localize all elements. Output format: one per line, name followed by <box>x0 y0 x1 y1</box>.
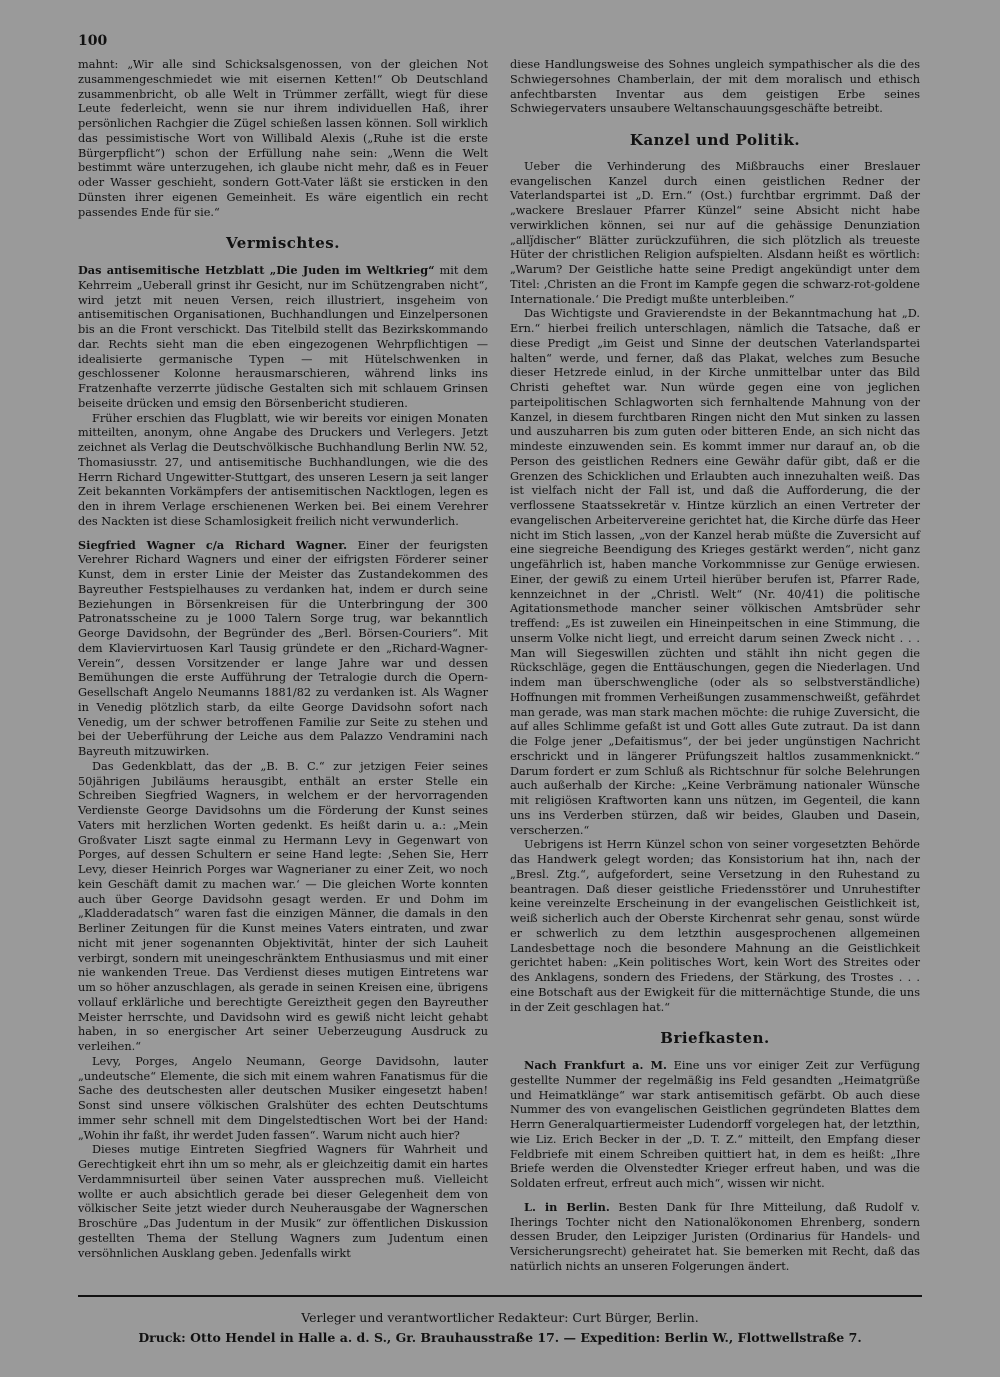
article-paragraph: Uebrigens ist Herrn Künzel schon von seiner vorgesetzten Behörde das Handwerk gelegt worden; das Konsistorium hat ihn, nach der „Bresl. Ztg.“, aufgefordert, seine Versetzung in den Ruhestand zu beantragen. Daß dieser geistliche Friedensstörer und Unruhestifter keine vereinzelte Erscheinung in der evangelischen Geistlichkeit ist, weiß sicherlich auch der Oberste Kirchenrat sehr genau, sonst würde er schwerlich zu dem letzthin ausgesprochenen allgemeinen Landesbettage noch die besondere Mahnung an die Geistlichkeit gerichtet haben: „Kein politisches Wort, kein Wort des Streites oder des Anklagens, sondern des Friedens, der Stärkung, des Trostes . . . eine Botschaft aus der Ewigkeit für die mitternächtige Stunde, die uns in der Zeit geschlagen hat.“ <box>510 838 920 1014</box>
section-title-vermischtes: Vermischtes. <box>226 234 340 253</box>
article-paragraph: Früher erschien das Flugblatt, wie wir bereits vor einigen Monaten mitteilten, anonym, ohne Angabe des Druckers und Verlegers. Jetzt zeichnet als Verlag die Deutschvölkische Buchhandlung Berlin NW. 52, Thomasiusstr. 27, und antisemitische Buchhandlungen, wie die des Herrn Richard Ungewitter-Stuttgart, des unseren Lesern ja seit langer Zeit bekannten Vorkämpfers der antisemitischen Nacktlogen, legen es den in ihrem Verlage erschienenen Werken bei. Bei einem Verehrer des Nackten ist diese Schamlosigkeit freilich nicht verwunderlich. <box>78 411 488 528</box>
letter-frankfurt <box>510 1058 920 1192</box>
imprint-printer: Druck: Otto Hendel in Halle a. d. S., Gr. Brauhausstraße 17. — Expedition: Berlin W., Flottwellstraße 7. <box>138 1330 862 1345</box>
imprint-editor: Verleger und verantwortlicher Redakteur: Curt Bürger, Berlin. <box>301 1310 699 1325</box>
article-text: Einer der feurigsten Verehrer Richard Wagners und einer der eifrigsten Förderer seiner Kunst, dem in erster Linie der Meister das Zustandekommen des Bayreuther Festspielhauses zu verdanken hat, indem er durch seine Beziehungen in Börsenkreisen für die Unterbringung der 300 Patronatsscheine zu je 1000 Talern Sorge trug, war bekanntlich George Davidsohn, der Begründer des „Berl. Börsen-Couriers“. Mit dem Klaviervirtuosen Karl Tausig gründete er den „Richard-Wagner-Verein“, dessen Vorsitzender er lange Jahre war und dessen Bemühungen die erste Aufführung der Tetralogie durch die Opern-Gesellschaft Angelo Neumanns 1881/82 zu verdanken ist. Als Wagner in Venedig plötzlich starb, da eilte George Davidsohn sofort nach Venedig, um der schwer betroffenen Familie zur Seite zu stehen und bei der Ueberführung der Leiche aus dem Palazzo Vendramini nach Bayreuth mitzuwirken. <box>78 538 488 758</box>
letter-lead: Nach Frankfurt a. M. <box>524 1058 667 1072</box>
article-siegfried-wagner <box>78 538 488 760</box>
left-column <box>78 58 488 1261</box>
letter-text: Besten Dank für Ihre Mitteilung, daß Rudolf v. Iherings Tochter nicht den Nationalökonomen Ehrenberg, sondern dessen Bruder, den Leipziger Juristen (Ordinarius für Handels- und Versicherungsrecht) geheiratet hat. Sie bemerken mit Recht, daß das natürlich nichts an unseren Folgerungen ändert. <box>510 1200 920 1273</box>
article-paragraph: Das Gedenkblatt, das der „B. B. C.“ zur jetzigen Feier seines 50jährigen Jubiläums herausgibt, enthält an erster Stelle ein Schreiben Siegfried Wagners, in welchem er der hervorragenden Verdienste George Davidsohns um die Förderung der Kunst seines Vaters mit herzlichen Worten gedenkt. Es heißt darin u. a.: „Mein Großvater Liszt sagte einmal zu Hermann Levy in Gegenwart von Porges, auf dessen Schultern er seine Hand legte: ‚Sehen Sie, Herr Levy, dieser Heinrich Porges war Wagnerianer zu einer Zeit, wo noch kein Geschäft damit zu machen war.‘ — Die gleichen Worte konnten auch über George Davidsohn gesagt werden. Er und Dohm im „Kladderadatsch“ waren fast die einzigen Männer, die damals in den Berliner Zeitungen für die Kunst meines Vaters eintraten, und zwar nicht mit jener sogenannten Objektivität, hinter der sich Lauheit verbirgt, sondern mit uneingeschränktem Enthusiasmus und mit einer nie wankenden Treue. Das Verdienst dieses mutigen Eintretens war um so höher anzuschlagen, als gerade in seinen Kreisen eine, übrigens vollauf erklärliche und berechtigte Gereiztheit gegen den Bayreuther Meister herrschte, und Davidsohn wird es gewiß nicht leicht gehabt haben, in so energischer Art seiner Ueberzeugung Ausdruck zu verleihen.“ <box>78 759 488 1053</box>
article-lead: Siegfried Wagner c/a Richard Wagner. <box>78 537 348 552</box>
page-number: 100 <box>78 33 108 49</box>
article-paragraph: Dieses mutige Eintreten Siegfried Wagners für Wahrheit und Gerechtigkeit ehrt ihn um so mehr, als er gleichzeitig damit ein hartes Verdammnisurteil über seinen Vater aussprechen muß. Vielleicht wollte er auch absichtlich gerade bei dieser Gelegenheit dem von völkischer Seite jetzt wieder durch Neuherausgabe der Wagnerschen Broschüre „Das Judentum in der Musik“ zur öffentlichen Diskussion gestellten Thema der Stellung Wagners zum Judentum einen versöhnlichen Ausklang geben. Jedenfalls wirkt <box>78 1143 488 1260</box>
right-column <box>510 58 920 1275</box>
letter-lead: L. in Berlin. <box>524 1199 610 1214</box>
continued-paragraph: diese Handlungsweise des Sohnes ungleich sympathischer als die des Schwiegersohnes Chamberlain, der mit dem moralisch und ethisch anfechtbarsten Inventar aus dem geistigen Erbe seines Schwiegervaters unsaubere Weltanschauungsgeschäfte betreibt. <box>510 58 920 116</box>
article-paragraph: Levy, Porges, Angelo Neumann, George Davidsohn, lauter „undeutsche“ Elemente, die sich mit einem wahren Fanatismus für die Sache des deutschesten aller deutschen Musiker eingesetzt haben! Sonst sind unsere völkischen Gralshüter des echten Deutschtums immer sehr schnell mit dem Dingelstedtischen Wort bei der Hand: „Wohin ihr faßt, ihr werdet Juden fassen“. Warum nicht auch hier? <box>78 1054 488 1142</box>
letter-berlin <box>510 1200 920 1275</box>
article-text: mit dem Kehrreim „Ueberall grinst ihr Gesicht, nur im Schützengraben nicht“, wird jetzt mit neuen Versen, reich illustriert, insgeheim von antisemitischen Organisationen, Buchhandlungen und Einzelpersonen bis an die Front verschickt. Das Titelbild stellt das Bezirkskommando dar. Rechts sieht man die eben eingezogenen Wehrpflichtigen — idealisierte germanische Typen — mit Hütelschwenken in geschlossener Kolonne herausmarschieren, während links ins Fratzenhafte verzerrte jüdische Gestalten sich mit schlauem Grinsen beiseite drücken und emsig den Börsenbericht studieren. <box>78 264 488 410</box>
article-juden-im-weltkrieg <box>78 263 488 412</box>
article-paragraph: Ueber die Verhinderung des Mißbrauchs einer Breslauer evangelischen Kanzel durch einen geistlichen Redner der Vaterlandspartei ist „D. Ern.“ (Ost.) furchtbar ergrimmt. Daß der „wackere Breslauer Pfarrer Künzel“ seine Absicht nicht habe verwirklichen können, sei nur auf die gehässige Denunziation „allj̈discher“ Blätter zurückzuführen, die sich plötzlich als treueste Hüter der christlichen Religion aufspielten. Alsdann heißt es wörtlich: „Warum? Der Geistliche hatte seine Predigt angekündigt unter dem Titel: ‚Christen an die Front im Kampfe gegen die schwarz-rot-goldene Internationale.‘ Die Predigt mußte unterbleiben.“ <box>510 159 920 306</box>
footer-rule <box>78 1295 922 1297</box>
article-lead: Das antisemitische Hetzblatt „Die Juden im Weltkrieg“ <box>78 263 435 277</box>
section-title-kanzel: Kanzel und Politik. <box>629 131 801 149</box>
article-paragraph: Das Wichtigste und Gravierendste in der Bekanntmachung hat „D. Ern.“ hierbei freilich unterschlagen, nämlich die Tatsache, daß er diese Predigt „im Geist und Sinne der deutschen Vaterlandspartei halten“ werde, und ferner, daß das Plakat, welches zum Besuche dieser Hetzrede einlud, in der Kirche unmittelbar unter das Bild Christi geheftet war. Nun würde gegen eine von jeglichen parteipolitischen Schlagworten sich fernhaltende Mahnung von der Kanzel, in diesem furchtbaren Ringen nicht den Mut sinken zu lassen und auszuharren bis zum guten oder bitteren Ende, an sich nicht das mindeste einzuwenden sein. Es kommt immer nur darauf an, ob die Person des geistlichen Redners eine Gewähr dafür gibt, daß er die Grenzen des Schicklichen und Erlaubten auch innezuhalten weiß. Das ist vielfach nicht der Fall ist, und daß die Aufforderung, die der verflossene Staatssekretär v. Hintze kürzlich an einen Vertreter der evangelischen Arbeitervereine gerichtet hat, die Kirche dürfe das Heer nicht im Stich lassen, „von der Kanzel herab müßte die Zuversicht auf eine siegreiche Beendigung des Krieges gestärkt werden“, nicht ganz ungefährlich ist, haben manche Vorkommnisse zur Genüge erwiesen. Einer, der gewiß zu einem Urteil hierüber berufen ist, Pfarrer Rade, kennzeichnet in der „Christl. Welt“ (Nr. 40/41) die politische Agitationsmethode mancher seiner völkischen Amtsbrüder sehr treffend: „Es ist zuweilen ein Hineinpeitschen in eine Stimmung, die unserm Volke nicht liegt, und erreicht darum seinen Zweck nicht . . . Man will Siegeswillen züchten und stählt ihn nicht gegen die Rückschläge, gegen die Enttäuschungen, gegen die Niederlagen. Und indem man überschwengliche (oder als so selbstverständliche) Hoffnungen mit frommen Verheißungen zusammenschweißt, gefährdet man gerade, was man stark machen möchte: die ruhige Zuversicht, die auf alles Schlimme gefaßt ist und Gott alles Gute zutraut. Da ist dann die Folge jener „Defaitismus“, der bei jeder ungünstigen Nachricht erschrickt und in längerer Prüfungszeit haltlos zusammenknickt.“ Darum fordert er zum Schluß als Richtschnur für solche Belehrungen auch außerhalb der Kirche: „Keine Verbrämung nationaler Wünsche mit religiösen Kraftworten kann uns nützen, im Gegenteil, die kann uns ins Verderben stürzen, daß wir beides, Glauben und Dasein, verscherzen.“ <box>510 307 920 837</box>
intro-paragraph: mahnt: „Wir alle sind Schicksalsgenossen, von der gleichen Not zusammengeschmiedet wie mit eisernen Ketten!“ Ob Deutschland zusammenbricht, ob alle Welt in Trümmer zerfällt, wiegt für diese Leute federleicht, wenn sie nur ihrem individuellen Haß, ihrer persönlichen Rachgier die Zügel schießen lassen können. Soll wirklich das pessimistische Wort von Willibald Alexis („Ruhe ist die erste Bürgerpflicht“) schon der Erfüllung nahe sein: „Wenn die Welt bestimmt wäre unterzugehen, ich glaube nicht mehr, daß es in Feuer oder Wasser geschieht, sondern Gott-Vater läßt sie ersticken in den Dünsten ihrer eigenen Gemeinheit. Es wäre eigentlich ein recht passendes Ende für sie.“ <box>78 58 488 219</box>
section-title-briefkasten: Briefkasten. <box>660 1029 770 1048</box>
letter-text: Eine uns vor einiger Zeit zur Verfügung gestellte Nummer der regelmäßig ins Feld gesandten „Heimatgrüße und Heimatklänge“ war stark antisemitisch gefärbt. Ob auch diese Nummer des von evangelischen Geistlichen gegründeten Blattes dem Herrn Generalquartiermeister Ludendorff vorgelegen hat, der letzthin, wie Liz. Erich Becker in der „D. T. Z.“ mitteilt, den Empfang dieser Feldbriefe mit einem Schreiben quittiert hat, in dem es heißt: „Ihre Briefe werden die Olvenstedter Krieger erfreut haben, und was die Soldaten erfreut, erfreut auch mich“, wissen wir nicht. <box>510 1059 920 1190</box>
